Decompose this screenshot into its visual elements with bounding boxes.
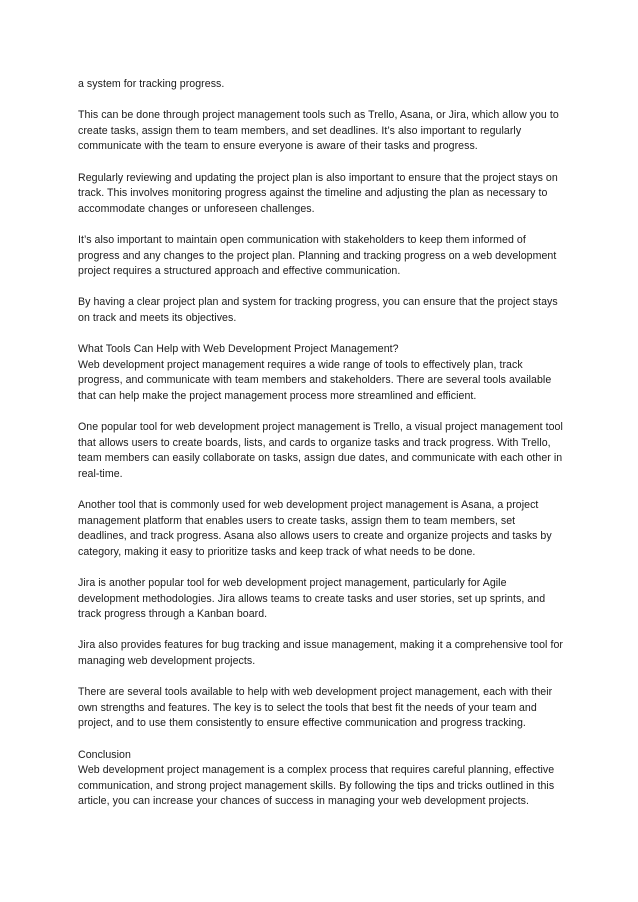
section-conclusion — [78, 748, 564, 810]
paragraph: There are several tools available to help with web development project management, each with their own strengths and features. The key is to select the tools that best fit the needs of your team and project, and to use them consistently to ensure effective communication and progress tracking. — [78, 686, 553, 730]
section-tools — [78, 342, 564, 404]
paragraph: It’s also important to maintain open communication with stakeholders to keep them informed of progress and any changes to the project plan. Planning and tracking progress on a web development project requires a structured approach and effective communication. — [78, 233, 557, 278]
section-heading: Conclusion — [78, 748, 131, 761]
paragraph: This can be done through project management tools such as Trello, Asana, or Jira, which allow you to create tasks, assign them to team members, and set deadlines. It’s also important to regularly communicate with the team to ensure everyone is aware of their tasks and progress. — [78, 109, 559, 153]
paragraph: By having a clear project plan and system for tracking progress, you can ensure that the project stays on track and meets its objectives. — [78, 296, 558, 324]
paragraph: Jira is another popular tool for web development project management, particularly for Agile development methodologies. Jira allows teams to create tasks and user stories, set up sprints, and track progress through a Kanban board. — [78, 577, 546, 621]
paragraph: Another tool that is commonly used for web development project management is Asana, a project management platform that enables users to create tasks, assign them to team members, set deadlines, and track progress. Asana also allows users to create and organize projects and tasks by category, making it easy to prioritize tasks and keep track of what needs to be done. — [78, 499, 552, 558]
paragraph: Web development project management requires a wide range of tools to effectively plan, track progress, and communicate with team members and stakeholders. There are several tools available that can help make the project management process more streamlined and efficient. — [78, 358, 552, 402]
section-heading: What Tools Can Help with Web Development Project Management? — [78, 343, 399, 356]
paragraph: One popular tool for web development project management is Trello, a visual project management tool that allows users to create boards, lists, and cards to organize tasks and track progress. With Trello, team members can easily collaborate on tasks, assign due dates, and communicate with each other in real-time. — [78, 421, 563, 480]
paragraph: a system for tracking progress. — [78, 78, 225, 90]
paragraph: Jira also provides features for bug tracking and issue management, making it a comprehensive tool for managing web development projects. — [78, 639, 563, 667]
document-body — [78, 77, 564, 810]
paragraph: Web development project management is a complex process that requires careful planning, effective communication, and strong project management skills. By following the tips and tricks outlined in this article, you can increase your chances of success in managing your web development projects. — [78, 764, 555, 808]
paragraph: Regularly reviewing and updating the project plan is also important to ensure that the project stays on track. This involves monitoring progress against the timeline and adjusting the plan as necessary to accommodate changes or unforeseen challenges. — [78, 171, 558, 215]
